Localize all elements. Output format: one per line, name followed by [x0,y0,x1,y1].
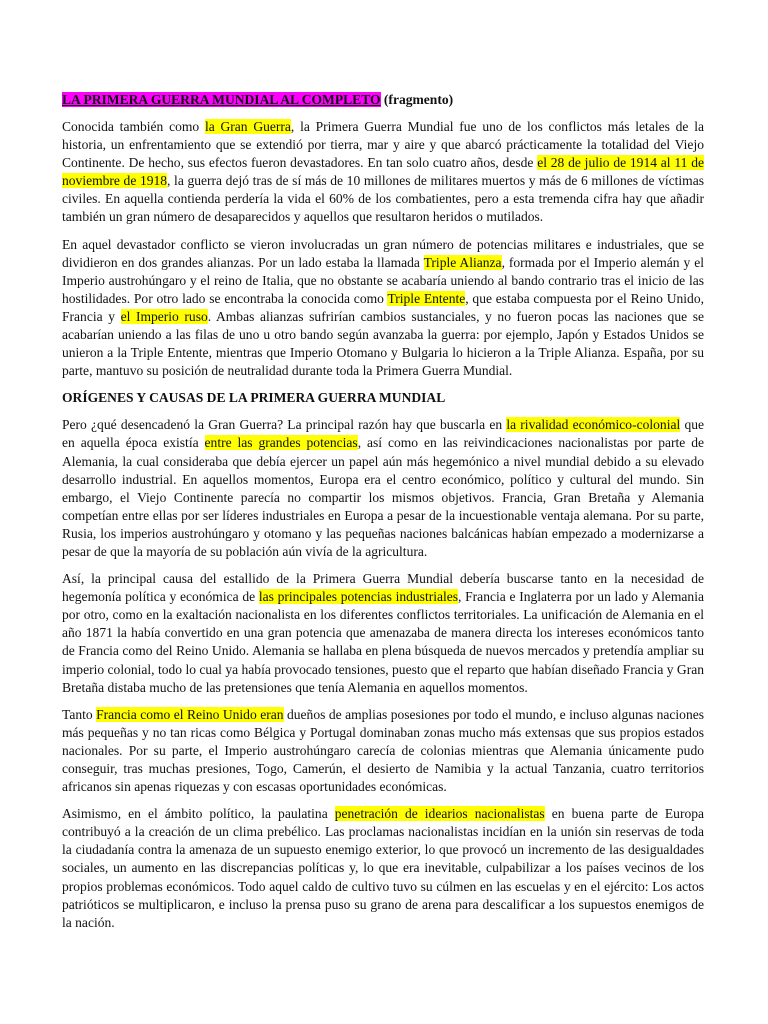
highlighted-text: el Imperio ruso [120,308,208,324]
section-heading: ORÍGENES Y CAUSAS DE LA PRIMERA GUERRA MUNDIAL [62,390,446,406]
highlighted-text: Triple Entente [387,290,466,306]
paragraph [62,416,704,561]
paragraph [62,570,704,697]
paragraph-text: . Ambas alianzas sufrirían cambios sustanciales, y no fueron pocas las naciones que se acabarían uniendo a las filas de uno u otro bando según avanzaba la guerra: por ejemplo, Japón y Estados Unidos se unieron a la Triple Entente, mientras que Imperio Otomano y Bulgaria lo hicieron a la Triple Alianza. España, por su parte, mantuvo su posición de neutralidad durante toda la Primera Guerra Mundial. [62,308,704,379]
paragraph-text: En aquel devastador conflicto se vieron involucradas un gran número de potencias militares e industriales, que se dividieron en dos grandes alianzas. Por un lado estaba la llamada [62,236,704,270]
paragraph-text: en buena parte de Europa contribuyó a la creación de un clima prebélico. Las proclamas nacionalistas incidían en la unión sin reservas de toda la ciudadanía contra la amenaza de un supuesto enemigo exterior, lo que provocó un incremento de las desigualdades sociales, un aumento en las discrepancias políticas y, lo que era inevitable, culpabilizar a los países vecinos de los propios problemas económicos. Todo aquel caldo de cultivo tuvo su cúlmen en las escuelas y en el ejército: Los actos patrióticos se multiplicaron, e incluso la prensa puso su grano de arena para descalificar a los supuestos enemigos de la nación. [62,806,705,930]
paragraph-text: , Francia e Inglaterra por un lado y Alemania por otro, como en la exaltación nacionalista en los diferentes conflictos territoriales. La unificación de Alemania en el año 1871 la había convertido en una gran potencia que amenazaba de manera directa los intereses económicos tanto de Francia como del Reino Unido. Alemania se hallaba en plena búsqueda de nuevos mercados y pretendía ampliar su imperio colonial, todo lo cual ya había provocado tensiones, puesto que el reparto que habían diseñado Francia y Gran Bretaña distaba mucho de las pretensiones que tenía Alemania en aquellos momentos. [62,589,704,695]
document-page [62,91,704,941]
highlighted-text: la Gran Guerra [204,119,291,134]
highlighted-text: penetración de idearios nacionalistas [334,806,545,822]
paragraph-text: Así, la principal causa del estallido de la Primera Guerra Mundial debería buscarse tanto en la necesidad de hegemonía política y económica de [62,571,704,605]
paragraph [62,706,704,796]
title-highlighted: LA PRIMERA GUERRA MUNDIAL AL COMPLETO [62,92,381,107]
highlighted-text: Francia como el Reino Unido eran [96,706,284,722]
paragraph-text: , formada por el Imperio alemán y el Imperio austrohúngaro y el reino de Italia, que no obstante se acabaría uniendo al bando contrario tras el inicio de las hostilidades. Por otro lado se encontraba la conocida como [62,254,704,306]
paragraph-text: que en aquella época existía [62,417,704,451]
paragraph [62,805,704,932]
paragraph-text: , que estaba compuesta por el Reino Unido, Francia y [62,290,704,324]
paragraph-text: dueños de amplias posesiones por todo el mundo, e incluso algunas naciones más pequeñas y no tan ricas como Bélgica y Portugal dominaban zonas mucho más extensas que sus propios estados nacionales. Por su parte, el Imperio austrohúngaro carecía de colonias mientras que Alemania únicamente pudo conseguir, tras muchas presiones, Togo, Camerún, el desierto de Namibia y la actual Tanzania, cuatro territorios africanos sin apenas riquezas y con escasas oportunidades económicas. [62,706,705,795]
paragraph-text: , así como en las reivindicaciones nacionalistas por parte de Alemania, la cual consideraba que debía ejercer un papel aún más hegemónico a nivel mundial debido a su elevado desarrollo industrial. En aquellos momentos, Europa era el centro económico, político y cultural del mundo. Sin embargo, el Viejo Continente parecía no compartir los mismos objetivos. Francia, Gran Bretaña y Alemania competían entre ellas por ser líderes industriales en Europa a pesar de la incuestionable ventaja alemana. Por su parte, Rusia, los imperios austrohúngaro y otomano y las pequeñas naciones balcánicas habían empezado a modernizarse a pesar de que la mayoría de su población aún vivía de la agricultura. [62,435,704,559]
paragraph-text: Tanto [62,706,97,722]
highlighted-text: entre las grandes potencias [204,435,358,451]
title-suffix: (fragmento) [380,92,454,107]
highlighted-text: el 28 de julio de 1914 al 11 de noviembre de 1918 [62,155,704,189]
paragraph-text: Conocida también como [62,119,205,134]
paragraph [62,118,704,227]
paragraph-text: , la Primera Guerra Mundial fue uno de los conflictos más letales de la historia, un enfrentamiento que se extendió por tierra, mar y aire y que abarcó prácticamente la totalidad del Viejo Continente. De hecho, sus efectos fueron devastadores. En tan solo cuatro años, desde [62,119,704,171]
paragraph-text: Pero ¿qué desencadenó la Gran Guerra? La principal razón hay que buscarla en [62,417,507,433]
highlighted-text: Triple Alianza [423,254,502,270]
highlighted-text: las principales potencias industriales [258,589,459,605]
document-title [62,91,704,109]
paragraph [62,236,704,381]
paragraph-text: Asimismo, en el ámbito político, la paulatina [62,806,335,822]
paragraph-text: , la guerra dejó tras de sí más de 10 millones de militares muertos y más de 6 millones de víctimas civiles. En aquella contienda perdería la vida el 60% de los combatientes, pero a esta tremenda cifra hay que añadir también un gran número de desaparecidos y aquellos que resultaron heridos o mutilados. [62,173,704,225]
highlighted-text: la rivalidad económico-colonial [506,417,681,433]
